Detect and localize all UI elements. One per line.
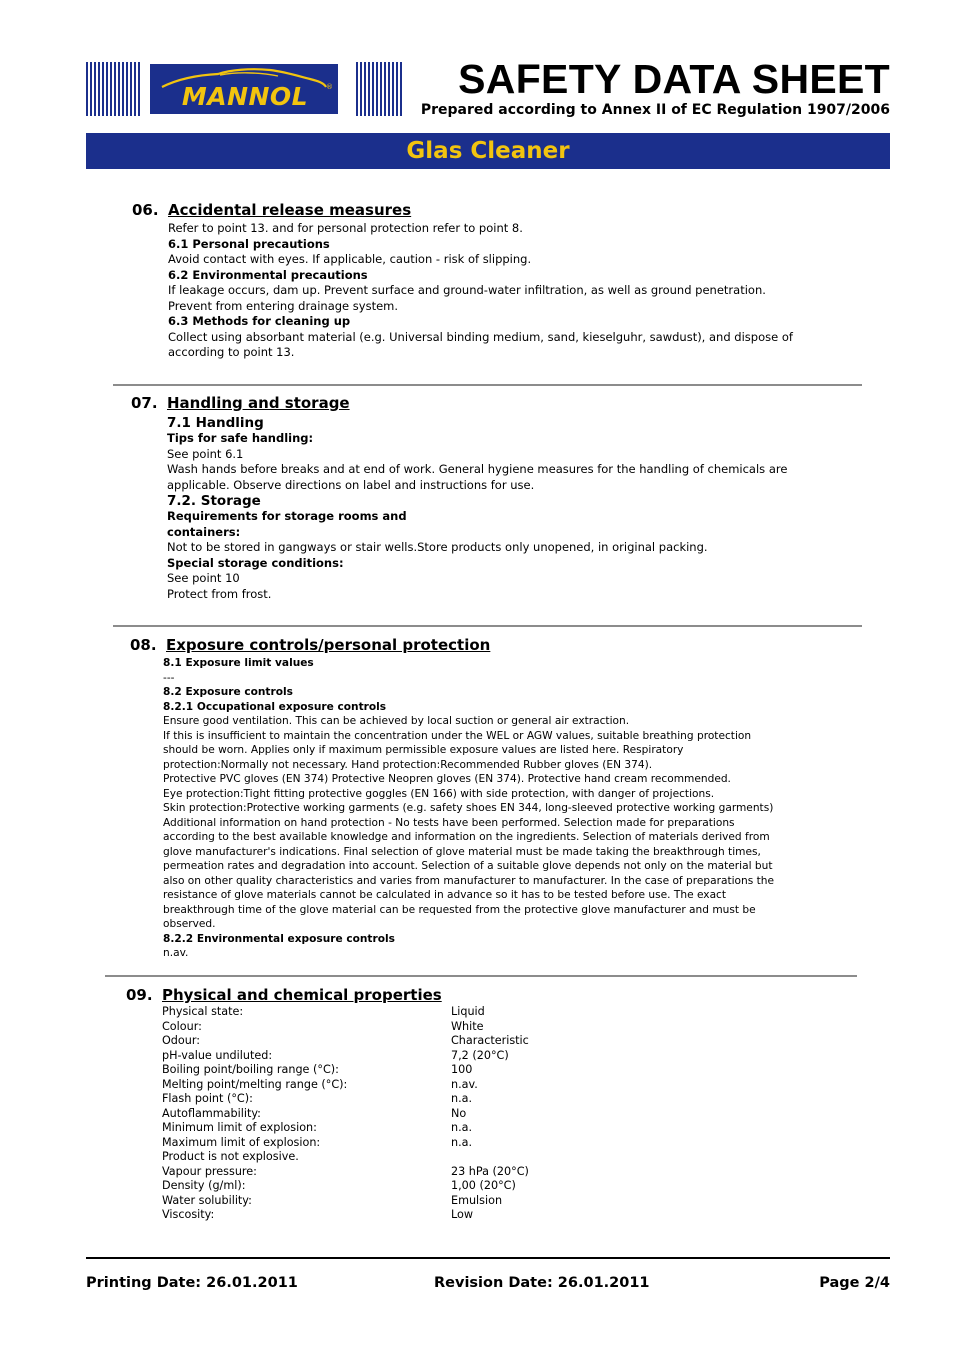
subheading: 8.1 Exposure limit values (163, 657, 314, 669)
property-value: Liquid (451, 1005, 485, 1018)
printing-date: Printing Date: 26.01.2011 (86, 1275, 298, 1291)
subheading: 6.2 Environmental precautions (168, 267, 368, 282)
text-line: applicable. Observe directions on label and instructions for use. (167, 477, 535, 492)
text-line: according to the best available knowledge and information on the ingredients. Selection of materials derived from (163, 831, 770, 843)
section-divider (105, 975, 857, 977)
subheading: Special storage conditions: (167, 555, 344, 570)
property-name: Maximum limit of explosion: (162, 1135, 321, 1149)
section-09-title: Physical and chemical properties (162, 986, 442, 1004)
document-subtitle: Prepared according to Annex II of EC Regulation 1907/2006 (420, 102, 890, 118)
text-line: breakthrough time of the glove material can be requested from the protective glove manufacturer and must be (163, 903, 756, 916)
subheading: 7.2. Storage (167, 493, 261, 509)
property-name: Flash point (°C): (162, 1092, 253, 1105)
text-line: Wash hands before breaks and at end of work. General hygiene measures for the handling of chemicals are (167, 462, 788, 476)
property-value: Emulsion (451, 1193, 503, 1207)
text-line: If this is insufficient to maintain the concentration under the WEL or AGW values, suitable breathing protection (163, 729, 752, 742)
mannol-logo (86, 62, 406, 116)
logo-wordmark: MANNOL (181, 82, 309, 111)
property-value: n.a. (451, 1092, 473, 1105)
section-06-body (168, 221, 793, 361)
property-value: No (451, 1106, 467, 1120)
subheading: 6.1 Personal precautions (168, 236, 330, 251)
subheading: 8.2 Exposure controls (163, 686, 293, 698)
property-name: pH-value undiluted: (162, 1048, 273, 1062)
registered-mark: ® (326, 83, 333, 91)
property-name: Physical state: (162, 1005, 244, 1018)
text-line: Avoid contact with eyes. If applicable, caution - risk of slipping. (168, 252, 532, 266)
property-row (162, 1107, 529, 1122)
property-value: 7,2 (20°C) (451, 1048, 509, 1062)
property-row (162, 1092, 529, 1107)
section-06-title: Accidental release measures (168, 201, 412, 219)
property-row (162, 1165, 529, 1180)
section-divider (113, 625, 862, 627)
property-row (162, 1020, 529, 1035)
text-line: Protect from frost. (167, 586, 272, 601)
page-number: Page 2/4 (819, 1275, 890, 1291)
property-name: Viscosity: (162, 1208, 215, 1221)
text-line: protection:Normally not necessary. Hand protection:Recommended Rubber gloves (EN 374). (163, 758, 653, 771)
property-name: Odour: (162, 1034, 201, 1047)
property-row (162, 1063, 529, 1078)
text-line: See point 6.1 (167, 446, 244, 461)
logo-stripes-right (356, 62, 402, 116)
footer-rule (86, 1257, 890, 1259)
property-row (162, 1208, 529, 1223)
property-name: Boiling point/boiling range (°C): (162, 1063, 339, 1076)
text-line: Refer to point 13. and for personal protection refer to point 8. (168, 221, 523, 235)
subheading: Requirements for storage rooms and (167, 509, 407, 523)
section-07-title: Handling and storage (167, 394, 350, 412)
property-value: 100 (451, 1063, 473, 1076)
property-value: 23 hPa (20°C) (451, 1164, 529, 1178)
text-line: Prevent from entering drainage system. (168, 298, 399, 313)
property-value: White (451, 1019, 484, 1033)
text-line: Protective PVC gloves (EN 374) Protective Neopren gloves (EN 374). Protective hand cream recommended. (163, 773, 731, 785)
property-name: Melting point/melting range (°C): (162, 1077, 348, 1091)
property-value: 1,00 (20°C) (451, 1179, 516, 1192)
section-07-number: 07. (131, 394, 158, 412)
property-row (162, 1005, 529, 1020)
subheading: 6.3 Methods for cleaning up (168, 314, 351, 328)
text-line: Ensure good ventilation. This can be achieved by local suction or general air extraction. (163, 715, 630, 727)
text-line: --- (163, 671, 175, 684)
text-line: observed. (163, 918, 216, 930)
subheading: containers: (167, 524, 241, 539)
subheading: 8.2.1 Occupational exposure controls (163, 700, 387, 713)
property-row (162, 1049, 529, 1064)
subheading: 8.2.2 Environmental exposure controls (163, 932, 395, 945)
text-line: should be worn. Applies only if maximum permissible exposure values are listed here. Respiratory (163, 744, 684, 756)
text-line: Not to be stored in gangways or stair wells.Store products only unopened, in original packing. (167, 540, 708, 554)
property-name: Minimum limit of explosion: (162, 1121, 317, 1134)
property-value: n.a. (451, 1121, 473, 1134)
property-row (162, 1179, 529, 1194)
product-name: Glas Cleaner (406, 138, 570, 164)
text-line: permeation rates and degradation into account. Selection of a suitable glove depends not only on the material but (163, 860, 773, 872)
property-name: Vapour pressure: (162, 1164, 257, 1178)
text-line: If leakage occurs, dam up. Prevent surface and ground-water infiltration, as well as ground penetration. (168, 283, 766, 297)
text-line: Eye protection:Tight fitting protective goggles (EN 166) with side protection, with danger of projections. (163, 787, 715, 800)
text-line: Skin protection:Protective working garments (e.g. safety shoes EN 344, long-sleeved protective working garments) (163, 802, 774, 814)
property-row (162, 1194, 529, 1209)
property-name: Autoflammability: (162, 1106, 261, 1120)
section-08-number: 08. (130, 636, 157, 654)
logo-box (150, 64, 338, 114)
property-name: Density (g/ml): (162, 1179, 246, 1192)
text-line: n.av. (163, 947, 189, 959)
properties-table (162, 1005, 529, 1223)
property-name: Water solubility: (162, 1193, 252, 1207)
product-banner (86, 133, 890, 169)
property-row (162, 1136, 529, 1151)
property-value: Characteristic (451, 1034, 529, 1047)
text-line: Additional information on hand protection - No tests have been performed. Selection made for preparations (163, 816, 735, 829)
text-line: Collect using absorbant material (e.g. Universal binding medium, sand, kieselguhr, sawdust), and dispose of (168, 329, 793, 344)
text-line: according to point 13. (168, 345, 295, 359)
section-07-body (167, 415, 787, 602)
property-row (162, 1121, 529, 1136)
property-row (162, 1150, 529, 1165)
property-value: n.av. (451, 1077, 478, 1091)
document-title: SAFETY DATA SHEET (458, 56, 890, 102)
property-value: n.a. (451, 1135, 473, 1149)
subheading: Tips for safe handling: (167, 431, 314, 445)
property-row (162, 1078, 529, 1093)
text-line: also on other quality characteristics and varies from manufacturer to manufacturer. In the case of preparations the (163, 874, 775, 887)
property-value: Low (451, 1208, 474, 1221)
subheading: 7.1 Handling (167, 415, 264, 431)
section-08-title: Exposure controls/personal protection (166, 636, 491, 654)
section-06-number: 06. (132, 201, 159, 219)
section-divider (113, 384, 862, 386)
text-line: glove manufacturer's indications. Final selection of glove material must be made taking the breakthrough times, (163, 845, 761, 858)
property-name: Colour: (162, 1019, 202, 1033)
section-08-body (163, 656, 774, 961)
property-name: Product is not explosive. (162, 1150, 299, 1163)
logo-stripes-left (86, 62, 140, 116)
text-line: resistance of glove materials cannot be calculated in advance so it has to be tested before use. The exact (163, 889, 727, 901)
revision-date: Revision Date: 26.01.2011 (434, 1275, 650, 1291)
property-row (162, 1034, 529, 1049)
text-line: See point 10 (167, 571, 240, 585)
section-09-number: 09. (126, 986, 153, 1004)
